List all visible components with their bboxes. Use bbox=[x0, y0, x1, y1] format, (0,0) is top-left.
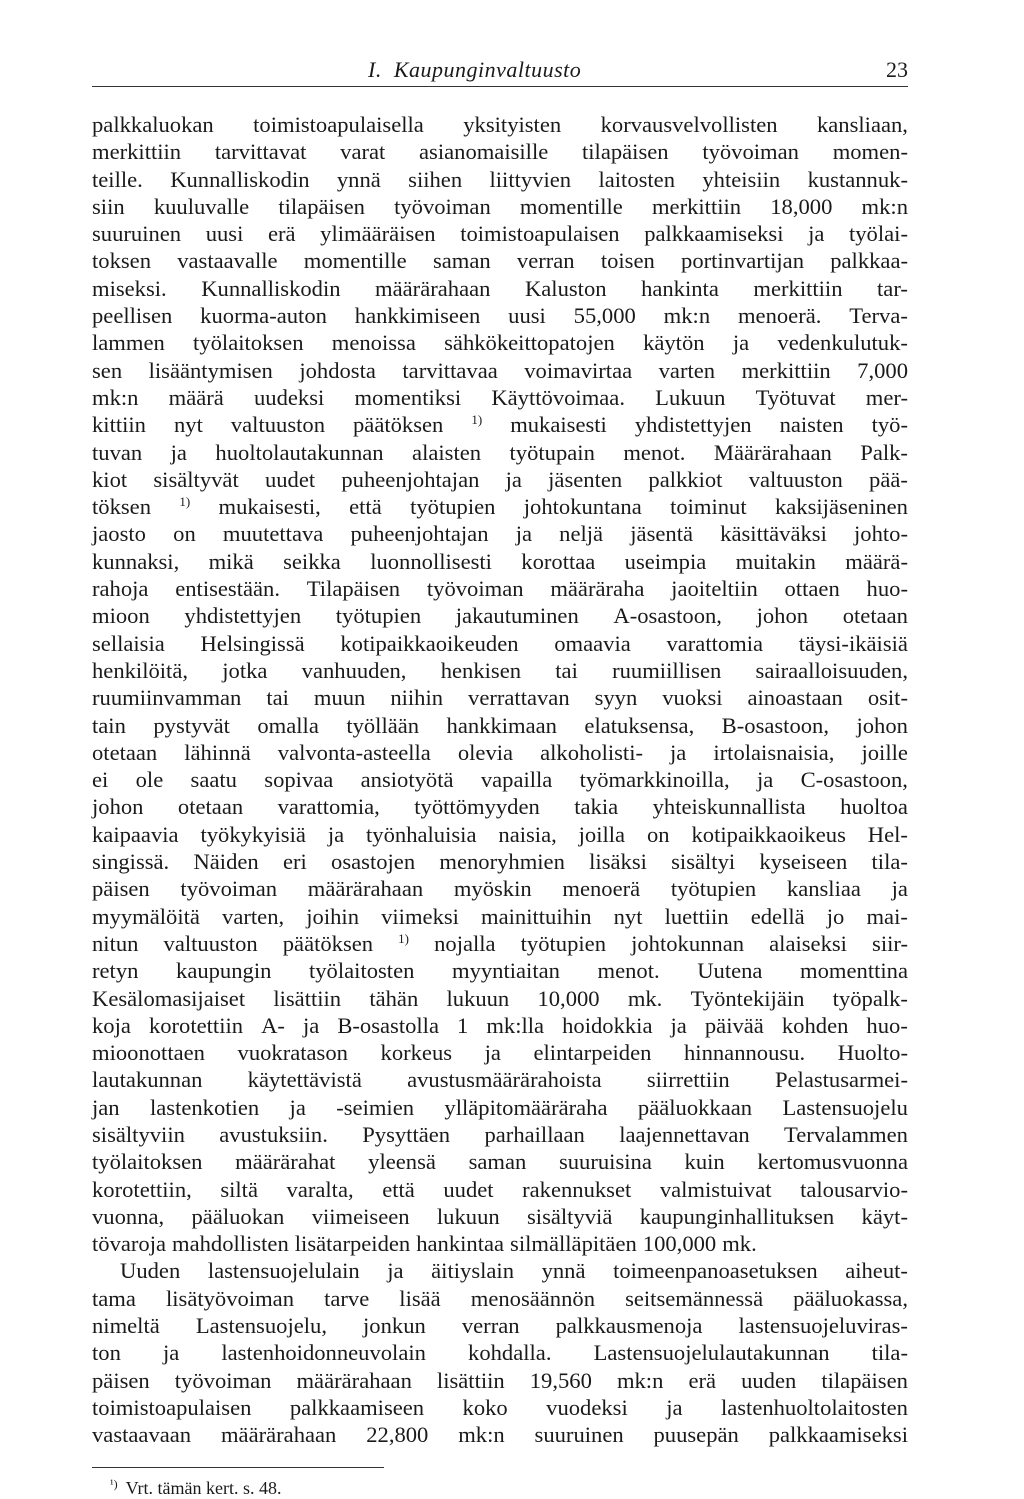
text-line: nitun valtuuston päätöksen $^{1)}$ nojalla työtupien johtokunnan alaiseksi siir- bbox=[92, 930, 908, 956]
text-line: miseksi. Kunnalliskodin määrärahaan Kaluston hankinta merkittiin tar- bbox=[92, 275, 908, 301]
text-line: sen lisääntymisen johdosta tarvittavaa voimavirtaa varten merkittiin 7,000 bbox=[92, 357, 908, 383]
text-line: korotettiin, siltä varalta, että uudet rakennukset valmistuivat talousarvio- bbox=[92, 1176, 908, 1202]
footnote-mark: ¹) bbox=[110, 1476, 118, 1491]
text-line: tama lisätyövoiman tarve lisää menosäännön seitsemännessä pääluokassa, bbox=[92, 1285, 908, 1311]
text-line: nimeltä Lastensuojelu, jonkun verran palkkausmenoja lastensuojeluviras- bbox=[92, 1313, 908, 1339]
chapter-heading bbox=[368, 57, 581, 83]
text-line: kaipaavia työkykyisiä ja työnhaluisia naisia, joilla on kotipaikkaoikeus Hel- bbox=[92, 821, 908, 847]
text-line: ton ja lastenhoidonneuvolain kohdalla. Lastensuojelulautakunnan tila- bbox=[92, 1340, 908, 1366]
chapter-title: Kaupunginvaltuusto bbox=[393, 57, 582, 82]
text-line: vastaavaan määrärahaan 22,800 mk:n suuruinen puusepän palkkaamiseksi bbox=[92, 1422, 908, 1448]
text-line: tövaroja mahdollisten lisätarpeiden hankintaa silmälläpitäen 100,000 mk. bbox=[92, 1231, 757, 1257]
text-line: päisen työvoiman määrärahaan lisättiin 19,560 mk:n erä uuden tilapäisen bbox=[92, 1367, 908, 1393]
text-line: mioonottaen vuokratason korkeus ja elintarpeiden hinnannousu. Huolto- bbox=[92, 1040, 908, 1066]
footnote-text: Vrt. tämän kert. s. 48. bbox=[125, 1477, 282, 1498]
text-line: toimistoapulaisen palkkaamiseen koko vuodeksi ja lastenhuoltolaitosten bbox=[92, 1394, 908, 1420]
text-line: jan lastenkotien ja -seimien ylläpitomääräraha pääluokkaan Lastensuojelu bbox=[92, 1094, 908, 1120]
text-line: sellaisia Helsingissä kotipaikkaoikeuden omaavia varattomia täysi-ikäisiä bbox=[92, 630, 908, 656]
text-line: tain pystyvät omalla työllään hankkimaan elatuksensa, B-osastoon, johon bbox=[92, 712, 908, 738]
text-line: jaosto on muutettava puheenjohtajan ja neljä jäsentä käsittäväksi johto- bbox=[92, 521, 908, 547]
text-line: mioon yhdistettyjen työtupien jakautuminen A-osastoon, johon otetaan bbox=[92, 603, 908, 629]
text-line: teille. Kunnalliskodin ynnä siihen liittyvien laitosten yhteisiin kustannuk- bbox=[92, 166, 908, 192]
text-line: työlaitoksen määrärahat yleensä saman suuruisina kuin kertomusvuonna bbox=[92, 1149, 908, 1175]
text-line: kittiin nyt valtuuston päätöksen $^{1)}$ mukaisesti yhdistettyjen naisten työ- bbox=[92, 412, 908, 438]
footnote bbox=[110, 1477, 281, 1499]
text-line: henkilöitä, jotka vanhuuden, henkisen tai ruumiillisen sairaalloisuuden, bbox=[92, 657, 908, 683]
text-line: lammen työlaitoksen menoissa sähkökeittopatojen käytön ja vedenkulutuk- bbox=[92, 330, 908, 356]
document-page bbox=[92, 52, 908, 1449]
text-line: mk:n määrä uudeksi momentiksi Käyttövoimaa. Lukuun Työtuvat mer- bbox=[92, 384, 908, 410]
chapter-number: I. bbox=[368, 57, 382, 82]
footnote-rule bbox=[92, 1467, 384, 1468]
text-line: palkkaluokan toimistoapulaisella yksityisten korvausvelvollisten kansliaan, bbox=[92, 112, 908, 137]
text-line: ruumiinvamman tai muun niihin verrattavan syyn vuoksi ainoastaan osit- bbox=[92, 685, 908, 711]
text-line: johon otetaan varattomia, työttömyyden takia yhteiskunnallista huoltoa bbox=[92, 794, 908, 820]
text-line: myymälöitä varten, joihin viimeksi mainittuihin nyt luettiin edellä jo mai- bbox=[92, 903, 908, 929]
text-line: singissä. Näiden eri osastojen menoryhmien lisäksi sisältyi kyseiseen tila- bbox=[92, 849, 908, 875]
text-line: ei ole saatu sopivaa ansiotyötä vapailla työmarkkinoilla, ja C-osastoon, bbox=[92, 767, 908, 793]
running-head bbox=[92, 52, 908, 86]
text-line: rahoja entisestään. Tilapäisen työvoiman määräraha jaoiteltiin ottaen huo- bbox=[92, 576, 908, 602]
text-line: retyn kaupungin työlaitosten myyntiaitan menot. Uutena momenttina bbox=[92, 958, 908, 984]
text-line: siin kuuluvalle tilapäisen työvoiman momentille merkittiin 18,000 mk:n bbox=[92, 193, 908, 219]
body-text bbox=[92, 111, 908, 1449]
text-line: töksen $^{1)}$ mukaisesti, että työtupien johtokuntana toiminut kaksijäseninen bbox=[92, 494, 908, 520]
text-line: sisältyviin avustuksiin. Pysyttäen parhaillaan laajennettavan Tervalammen bbox=[92, 1121, 908, 1147]
text-line: merkittiin tarvittavat varat asianomaisille tilapäisen työvoiman momen- bbox=[92, 139, 908, 165]
text-line: toksen vastaavalle momentille saman verran toisen portinvartijan palkkaa- bbox=[92, 248, 908, 274]
text-line: kiot sisältyvät uudet puheenjohtajan ja jäsenten palkkiot valtuuston pää- bbox=[92, 466, 908, 492]
header-rule bbox=[92, 86, 908, 87]
text-line: lautakunnan käytettävistä avustusmäärärahoista siirrettiin Pelastusarmei- bbox=[92, 1067, 908, 1093]
text-line: päisen työvoiman määrärahaan myöskin menoerä työtupien kansliaa ja bbox=[92, 876, 908, 902]
text-line: peellisen kuorma-auton hankkimiseen uusi 55,000 mk:n menoerä. Terva- bbox=[92, 303, 908, 329]
text-line: vuonna, pääluokan viimeiseen lukuun sisältyviä kaupunginhallituksen käyt- bbox=[92, 1203, 908, 1229]
page-number: 23 bbox=[886, 57, 908, 82]
text-line: kunnaksi, mikä seikka luonnollisesti korottaa useimpia muitakin määrä- bbox=[92, 548, 908, 574]
text-line: tuvan ja huoltolautakunnan alaisten työtupain menot. Määrärahaan Palk- bbox=[92, 439, 908, 465]
text-line: Uuden lastensuojelulain ja äitiyslain ynnä toimeenpanoasetuksen aiheut- bbox=[120, 1258, 908, 1284]
text-line: Kesälomasijaiset lisättiin tähän lukuun 10,000 mk. Työntekijäin työpalk- bbox=[92, 985, 908, 1011]
text-line: otetaan lähinnä valvonta-asteella olevia alkoholisti- ja irtolaisnaisia, joille bbox=[92, 739, 908, 765]
text-line: suuruinen uusi erä ylimääräisen toimistoapulaisen palkkaamiseksi ja työlai- bbox=[92, 221, 908, 247]
text-line: koja korotettiin A- ja B-osastolla 1 mk:lla hoidokkia ja päivää kohden huo- bbox=[92, 1012, 908, 1038]
